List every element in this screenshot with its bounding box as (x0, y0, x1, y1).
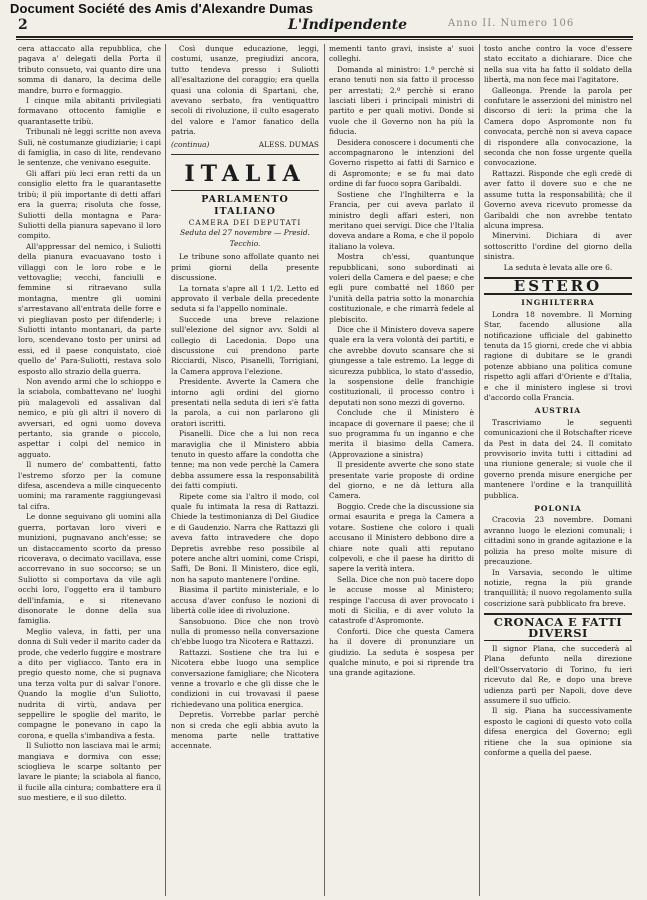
paragraph: Trascriviamo le seguenti comunicazioni che il Botschafter riceve da Pest in data del 24. Il comitato provvisorio invita tutti i cittadini ad una riunione generale; si vuole che il governo prenda misure energiche per mantenere l'ordine e la tranquillità pubblica. (484, 417, 632, 500)
section-rule (171, 190, 319, 191)
chamber-heading: CAMERA DEI DEPUTATI (188, 218, 302, 228)
paragraph: Boggio. Crede che la discussione sia ormai esaurita e prega la Camera a votare. Sostiene che coloro i quali accusano il Ministero debbono dire a chiare note quali atti reputano colpevoli, e che il paese ha diritto di sapere la verità intera. (329, 501, 474, 574)
column-1 (18, 44, 161, 896)
section-rule (171, 154, 319, 155)
paragraph: Depretis. Vorrebbe parlar perchè non si creda che egli abbia avuto la menoma parte nelle trattative accennate. (171, 710, 319, 751)
paragraph: Cracovia 23 novembre. Domani avranno luogo le elezioni comunali; i cittadini sono in grande agitazione e la polizia ha preso molte misure di precauzione. (484, 515, 632, 567)
newspaper-title: L'Indipendente (288, 17, 408, 33)
paragraph: Il signor Plana, che succederà al Plana defunto nella direzione dell'Osservatorio di Torino, fu ieri ricevuto dal Re, e dopo una breve udienza partì per Napoli, dove deve assumere il suo ufficio. (484, 643, 632, 705)
section-subheading: AUSTRIA (534, 406, 582, 416)
paragraph: Rattazzi. Risponde che egli credè di aver fatto il dovere suo e che ne assume tutta la responsabilità; che il Governo aveva ricevuto promesse da Garibaldi che non avrebbe tentato alcuna impresa. (484, 168, 632, 230)
paragraph: Sansobuono. Dice che non trovò nulla di promesso nella conversazione ch'ebbe luogo tra Nicotera e Rattazzi. (171, 616, 319, 647)
estero-heading: ESTERO (484, 277, 632, 295)
paragraph: Biasima il partito ministeriale, e lo accusa d'aver confuso le nozioni di libertà colle idee di rivoluzione. (171, 585, 319, 616)
column-divider (324, 44, 325, 896)
watermark-caption: Document Société des Amis d'Alexandre Dumas (10, 1, 314, 16)
paragraph: Londra 18 novembre. Il Morning Star, facendo allusione alla notificazione ufficiale del gabinetto tenuta da 15 giorni, crede che vi abbia ragione di dubitare se le grandi potenze abbiano una politica comune rispetto agli affari d'Oriente e d'Italia, e che il ministero inglese si trovi d'accordo colla Francia. (484, 309, 632, 402)
paragraph: La seduta è levata alle ore 6. (503, 262, 613, 272)
paragraph: Meglio valeva, in fatti, per una donna di Suli veder il marito cader da prode, che vederlo fuggire e mostrare a dito per vigliacco. Tanto era in pregio questo nome, che si pugnava una terza volta pur di salvar l'onore. Quando la moglie d'un Suliotto, nudrita di virtù, andava per seppellire le spoglie del marito, le compagne le ponevano in capo la corona, e quella s'imbandiva a festa. (18, 626, 161, 740)
column-divider (165, 44, 166, 896)
author-name: ALESS. DUMAS (258, 139, 319, 149)
paragraph: Conclude che il Ministero è incapace di governare il paese; che il suo programma fu un inganno e che merita il biasimo della Camera. (Approvazione a sinistra) (329, 408, 474, 459)
column-4 (484, 44, 632, 896)
paragraph: Presidente. Avverte la Camera che intorno agli ordini del giorno presentati nella seduta di ieri s'è fatta la parola, a cui non parlarono gli oratori iscritti. (171, 377, 319, 428)
paragraph: In Varsavia, secondo le ultime notizie, regna la più grande tranquillità; il nuovo regolamento sulla coscrizione sarà pubblicato fra breve. (484, 567, 632, 608)
paragraph: cera attaccato alla repubblica, che pagava a' delegati della Porta il tributo consueto, vai quanto dire una somma di danaro, la decima delle mandre, burro e formaggio. (18, 44, 161, 95)
paragraph: Il Suliotto non lasciava mai le armi; mangiava e dormiva con esse; scioglieva le scarpe soltanto per lavare le piante; la sciabola al fianco, il fucile alla cintura; combattere era il suo mestiere, e il suo diletto. (18, 741, 161, 803)
paragraph: Desidera conoscere i documenti che accompagnarono le intenzioni del Governo rispetto ai fatti di Sarnico e di Aspromonte; e se fu mai dato ordine di far fuoco sopra Garibaldi. (329, 137, 474, 189)
issue-number: Anno II. Numero 106 (448, 18, 575, 29)
continua-note: (continua) (171, 139, 210, 149)
paragraph: Succede una breve relazione sull'elezione del signor avv. Soldi al collegio di Lacedonia. Dopo una discussione cui prendono parte Ricciardi, Nisco, Pisanelli, Torrigiani, la Camera approva l'elezione. (171, 314, 319, 376)
paragraph: mementi tanto gravi, insiste a' suoi colleghi. (329, 44, 474, 64)
paragraph: I cinque mila abitanti privilegiati formavano ottocento famiglie e quarantasette tribù. (18, 96, 161, 126)
paragraph: Il presidente avverte che sono state presentate varie proposte di ordine del giorno, e ne dà lettura alla Camera. (329, 460, 474, 501)
signature-line (171, 140, 319, 150)
paragraph: Dice che il Ministero doveva sapere quale era la vera volontà dei partiti, e che avrebbe dovuto scansare che si giungesse a tale estremo. La legge di sicurezza pubblica, lo stato d'assedio, la sospensione delle franchigie costituzionali, il processo contro i deputati non sono mezzi di governo. (329, 324, 474, 407)
paragraph: Galleonga. Prende la parola per confutare le asserzioni del ministro nel discorso di ieri: la prima che la Camera dopo Aspromonte non fu convocata, perchè non si aveva capace di rispondere alla convocazione, la seconda che non fosse urgente quella convocazione. (484, 85, 632, 168)
paragraph: Così dunque educazione, leggi, costumi, usanze, pregiudizi ancora, tutto tendeva presso i Suliotti all'esaltazione del coraggio; era quella quasi una colonia di Spartani, che, avevano serbato, fra ventiquattro secoli di rivoluzione, il culto esagerato del valore e l'amor fanatico della patria. (171, 44, 319, 137)
paragraph: Il numero de' combattenti, fatto l'estremo sforzo per la comune difesa, ascendeva a mille cinquecento uomini; ma raramente raggiungevasi tal cifra. (18, 460, 161, 511)
section-subheading: INGHILTERRA (521, 298, 595, 308)
cronaca-heading: CRONACA E FATTI DIVERSI (484, 613, 632, 641)
paragraph: Conforti. Dice che questa Camera ha il dovere di pronunziare un giudizio. La seduta è sospesa per qualche minuto, e poi si riprende tra una grande agitazione. (329, 626, 474, 678)
session-heading: Seduta del 27 novembre — Presid. Tecchio. (180, 228, 310, 248)
paragraph: Ripete come sia l'altro il modo, col quale fu intimata la resa di Rattazzi. Chiede la testimonianza di Del Giudice e di Gaudenzio. Narra che Rattazzi gli aveva fatto intravedere che dopo Depretis avrebbe reso possibile al potere anche altri uomini, come Crispi, Saffi, De Boni. Il Ministero, dice egli, non ha saputo mantenere l'ordine. (171, 491, 319, 584)
paragraph: Domanda al ministro: 1.º perchè si erano tenuti non sia fatto il processo per arrestati; 2.º perchè si erano lasciati liberi i principali ministri di partito e per quali motivi. Donde si vuole che il Governo non ha più la fiducia. (329, 64, 474, 137)
paragraph: Le tribune sono affollate quanto nei primi giorni della presente discussione. (171, 252, 319, 283)
column-2 (171, 44, 319, 896)
paragraph: La tornata s'apre all 1 1/2. Letto ed approvato il verbale della precedente seduta si fa l'appello nominale. (171, 283, 319, 314)
paragraph: Sostiene che l'Inghilterra e la Francia, per cui aveva parlato il ministro degli affari esteri, non meritano quei servigi. Dice che l'Italia doveva andare a Roma, e che il popolo italiano la voleva. (329, 189, 474, 251)
header-rule (16, 36, 633, 38)
paragraph: Mostra ch'essi, quantunque repubblicani, sono subordinati ai voleri della Camera e del paese; e che egli pure combatté nel 1860 per l'unità della patria sotto la monarchia costituzionale, e che rimarrà fedele al plebiscito. (329, 252, 474, 324)
column-3 (329, 44, 474, 896)
paragraph: Gli affari più leci eran retti da un consiglio eletto fra le quarantasette tribù; il più importante di detti affari era la guerra; risoluta che fosse, Suliotti della montagna e Para-Suliotti della pianura sapevano il loro compito. (18, 168, 161, 241)
page-header (18, 15, 633, 35)
paragraph: Tribunali nè leggi scritte non aveva Suli, nè costumanze giudiziarie; i capi di famiglia, in caso di lite, rendevano le sentenze, che venivano eseguite. (18, 127, 161, 168)
paragraph: Le donne seguivano gli uomini alla guerra, portavan loro viveri e munizioni, pugnavano anch'esse; se un distaccamento scorto da presso ricoverava, o decimato vacillava, esse accorrevano in suo soccorso; se un Suliotto si comportava da vile agli occhi loro, l'oggetto era il tamburo dell'infamia, e si ritenevano disonorate le donne della sua famiglia. (18, 512, 161, 626)
paragraph: Sella. Dice che non può tacere dopo le accuse mosse al Ministero; respinge l'accusa di aver provocato i moti di Sicilia, e di aver voluto la catastrofe d'Aspromonte. (329, 574, 474, 626)
italia-banner: ITALIA (184, 161, 306, 188)
paragraph: Il sig. Piana ha successivamente esposto le cagioni di questo voto colla difesa energica del Governo; egli ritiene che la sua opinione sia conforme a quella del paese. (484, 706, 632, 757)
section-subheading: POLONIA (534, 504, 582, 514)
paragraph: Minervini. Dichiara di aver sottoscritto l'ordine del giorno della sinistra. (484, 231, 632, 262)
paragraph: Rattazzi. Sostiene che tra lui e Nicotera ebbe luogo una semplice conversazione famigliare; che Nicotera venne a trovarlo e che gli disse che le condizioni in cui trovavasi il paese richiedevano una politica energica. (171, 647, 319, 709)
paragraph: Pisanelli. Dice che a lui non reca maraviglia che il Ministero abbia tenuto in questo affare la condotta che tenne; ma non vede perchè la Camera debba assumere essa la responsabilità dei fatti compiuti. (171, 429, 319, 491)
paragraph: Non avendo armi che lo schioppo e la sciabola, combattevano ne' luoghi più malagevoli ed assalivan dal nemico, e più gli altri il novero di avversari, ed ogni uomo doveva pertanto, sia grande o piccolo, aspettar i colpi del nemico in agguato. (18, 377, 161, 459)
header-rule-thin (16, 39, 633, 40)
paragraph: tosto anche contro la voce d'essere stato eccitato a dichiarare. Dice che nella sua vita ha fatto il soldato della libertà, ma non fece mai l'agitatore. (484, 44, 632, 85)
page-number: 2 (18, 17, 28, 33)
paragraph: All'appressar del nemico, i Suliotti della pianura evacuavano tosto i villaggi con le loro robe e le vettovaglie; vecchi, fanciulli e femmine si ritraevano sulla montagna, mentre gli uomini s'arrestavano all'entrata delle forre e vi piegliavan posto per difenderle; i Suliotti intanto montanari, da parte loro, scendevano tosto per unirsi ad essi, ed il paese conquistato, cioè quello de' Para-Suliotti, restava solo esposto allo strazio della guerra. (18, 241, 161, 376)
column-divider (479, 44, 480, 896)
parliament-heading: PARLAMENTO ITALIANO (201, 194, 289, 218)
